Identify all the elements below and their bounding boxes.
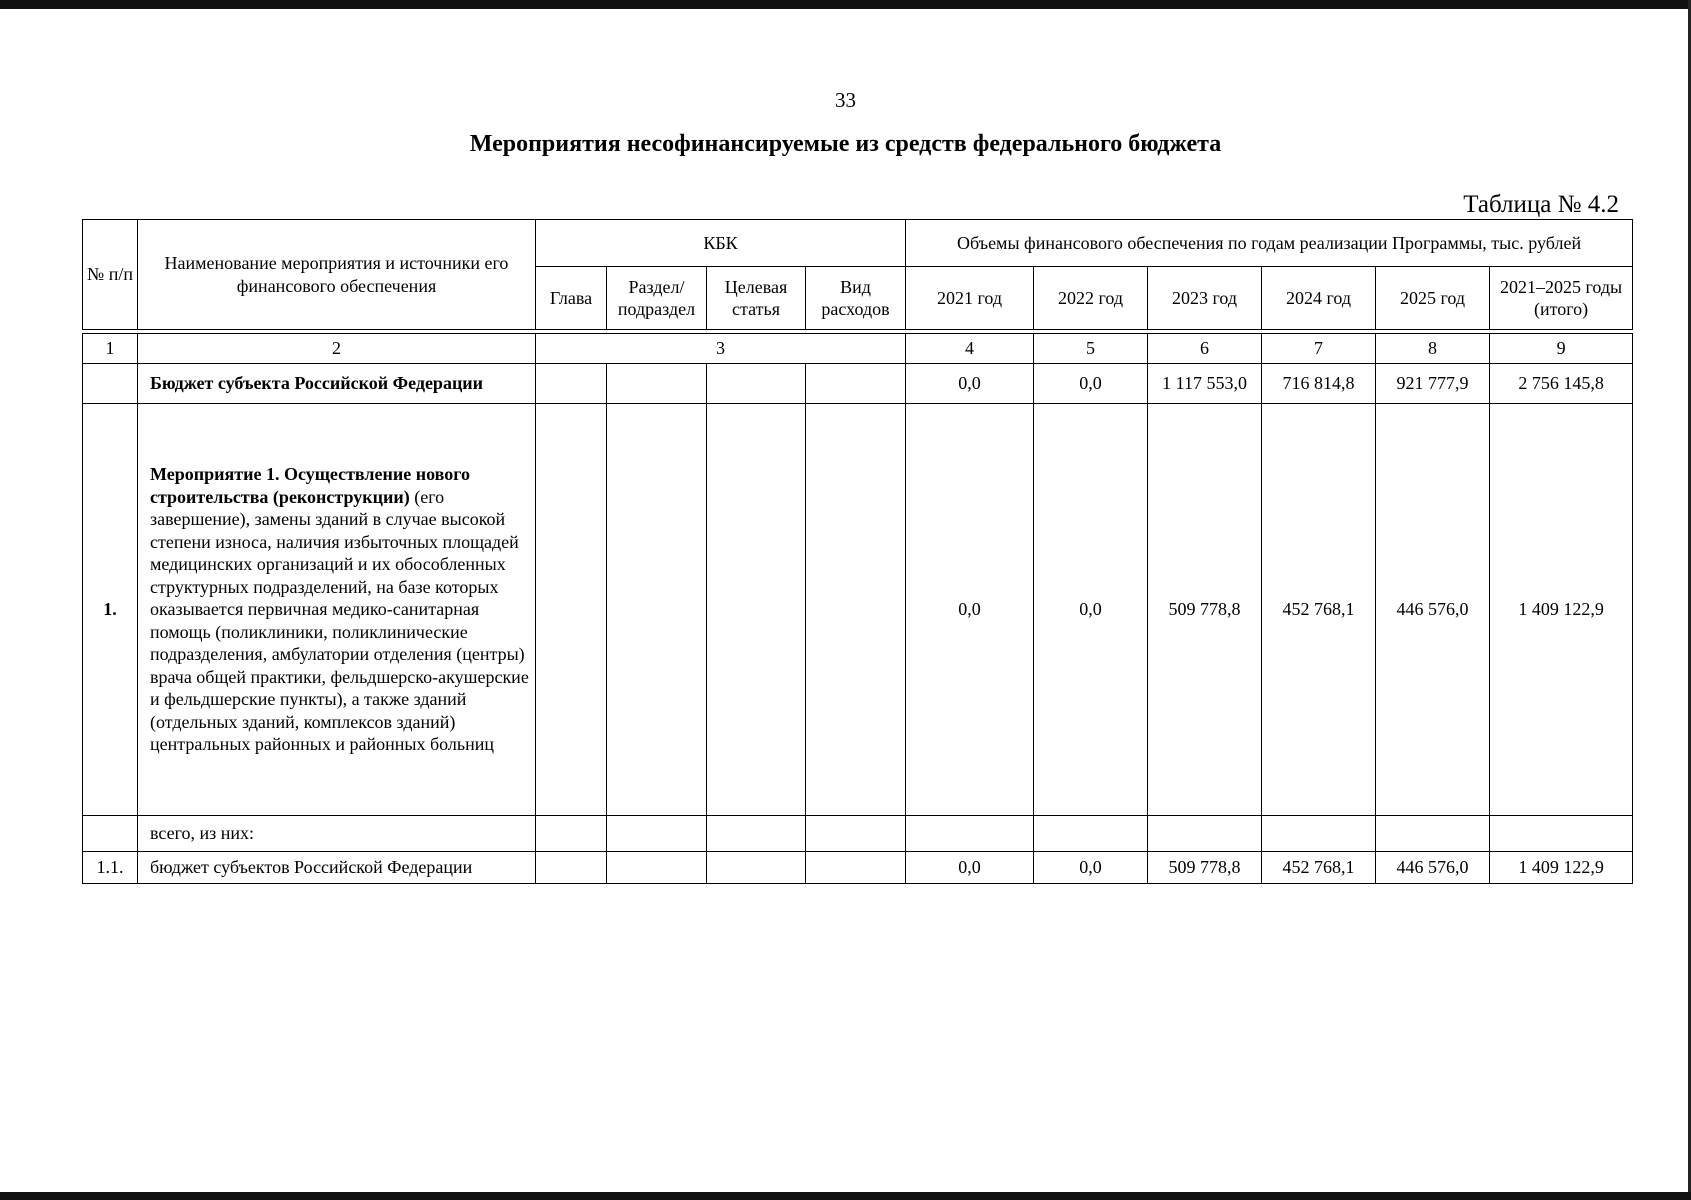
header-kbk: КБК — [536, 220, 906, 267]
measure-description: (его завершение), замены зданий в случае высокой степени износа, наличия избыточных площадей медицинских организаций и их обособленных структурных подразделений, на базе которых оказывается первичная медико-санитарная помощь (поликлиники, поликлинические подразделения, амбулатории отделения (центры) врача общей практики, фельдшерско-акушерские и фельдшерские пункты), а также зданий (отдельных зданий, комплексов зданий) центральных районных и районных больниц — [150, 486, 529, 755]
row-name: бюджет субъектов Российской Федерации — [138, 852, 536, 884]
value-total: 1 409 122,9 — [1490, 852, 1633, 884]
page-number: 33 — [835, 88, 856, 112]
header-no: № п/п — [83, 220, 138, 330]
value-total: 2 756 145,8 — [1490, 364, 1633, 404]
header-2024: 2024 год — [1262, 267, 1376, 330]
value-2024: 452 768,1 — [1262, 852, 1376, 884]
page-title: Мероприятия несофинансируемые из средств федерального бюджета — [469, 131, 1222, 157]
col-number: 3 — [536, 334, 906, 364]
row-name: всего, из них: — [138, 816, 536, 852]
col-number: 7 — [1262, 334, 1376, 364]
row-name: Бюджет субъекта Российской Федерации — [138, 364, 536, 404]
measure-title: Мероприятие 1. Осуществление нового строительства (реконструкции) — [150, 464, 470, 507]
value-2024: 716 814,8 — [1262, 364, 1376, 404]
column-number-row — [83, 334, 1633, 364]
scan-border-bottom — [0, 1192, 1691, 1200]
header-total: 2021–2025 годы (итого) — [1490, 267, 1633, 330]
value-2025: 446 576,0 — [1376, 404, 1490, 816]
row-name — [138, 404, 536, 816]
value-2022: 0,0 — [1034, 364, 1148, 404]
value-2025: 446 576,0 — [1376, 852, 1490, 884]
header-celevaya: Целевая статья — [707, 267, 806, 330]
value-2021: 0,0 — [906, 404, 1034, 816]
table-row-total-of — [83, 816, 1633, 852]
value-2023: 1 117 553,0 — [1148, 364, 1262, 404]
value-2021: 0,0 — [906, 364, 1034, 404]
row-no — [83, 364, 138, 404]
col-number: 1 — [83, 334, 138, 364]
value-2022: 0,0 — [1034, 404, 1148, 816]
col-number: 5 — [1034, 334, 1148, 364]
value-2021: 0,0 — [906, 852, 1034, 884]
header-vid: Вид расходов — [806, 267, 906, 330]
financing-table — [82, 219, 1633, 884]
col-number: 4 — [906, 334, 1034, 364]
row-no: 1. — [83, 404, 138, 816]
scan-border-top — [0, 0, 1691, 9]
col-number: 9 — [1490, 334, 1633, 364]
value-2024: 452 768,1 — [1262, 404, 1376, 816]
header-2023: 2023 год — [1148, 267, 1262, 330]
header-2025: 2025 год — [1376, 267, 1490, 330]
row-no — [83, 816, 138, 852]
header-row-1 — [83, 220, 1633, 267]
value-2023: 509 778,8 — [1148, 404, 1262, 816]
value-total: 1 409 122,9 — [1490, 404, 1633, 816]
table-label: Таблица № 4.2 — [1463, 191, 1619, 218]
value-2023: 509 778,8 — [1148, 852, 1262, 884]
col-number: 2 — [138, 334, 536, 364]
header-razdel: Раздел/ подраздел — [607, 267, 707, 330]
header-2022: 2022 год — [1034, 267, 1148, 330]
row-no: 1.1. — [83, 852, 138, 884]
value-2022: 0,0 — [1034, 852, 1148, 884]
header-glava: Глава — [536, 267, 607, 330]
table-row-budget — [83, 364, 1633, 404]
table-row-measure-1 — [83, 404, 1633, 816]
col-number: 8 — [1376, 334, 1490, 364]
header-volumes: Объемы финансового обеспечения по годам реализации Программы, тыс. рублей — [906, 220, 1633, 267]
col-number: 6 — [1148, 334, 1262, 364]
header-2021: 2021 год — [906, 267, 1034, 330]
value-2025: 921 777,9 — [1376, 364, 1490, 404]
table-row-1-1 — [83, 852, 1633, 884]
header-name: Наименование мероприятия и источники его финансового обеспечения — [138, 220, 536, 330]
